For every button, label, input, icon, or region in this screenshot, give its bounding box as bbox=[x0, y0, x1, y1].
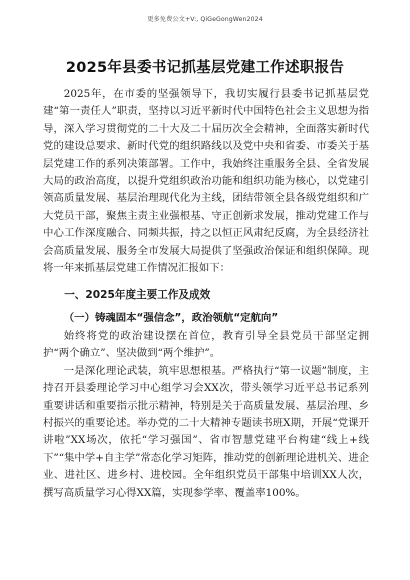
subsection-heading: （一）铸魂固本“强信念”，政治领航“定航向” bbox=[63, 312, 279, 325]
subsection-intro-paragraph: 始终将党的政治建设摆在首位，教育引导全县党员干部坚定拥护“两个确立”、坚决做到“两个维护”。 bbox=[43, 329, 369, 360]
document-body bbox=[43, 86, 369, 502]
header-note: 更多免费公文+V:, QiGeGongWen2024 bbox=[147, 16, 263, 23]
subsection-item-paragraph: 一是深化理论武装，筑牢思想根基。严格执行“第一议题”制度，主持召开县委理论学习中心组学习会XX次，带头领学习近平总书记系列重要讲话和重要指示批示精神，特别是关于高质量发展、基层治理、乡村振兴的重要论述。举办党的二十大精神专题读书班X期，开展“党课开讲啦”XX场次，依托“学习强国”、省市智慧党建平台构建“线上+线下”“集中学+自主学”常态化学习矩阵，推动党的创新理论进机关、进企业、进社区、进乡村、进校园。全年组织党员干部集中培训XX人次，撰写高质量学习心得XX篇，实现参学率、覆盖率100%。 bbox=[43, 364, 369, 499]
page-title: 2025年县委书记抓基层党建工作述职报告 bbox=[65, 60, 345, 76]
section-heading: 一、2025年度主要工作及成效 bbox=[64, 289, 211, 302]
intro-paragraph: 2025年，在市委的坚强领导下，我切实履行县委书记抓基层党建“第一责任人”职责，坚持以习近平新时代中国特色社会主义思想为指导，深入学习贯彻党的二十大及二十届历次全会精神，全面落实新时代党的建设总要求、新时代党的组织路线以及党中央和省委、市委关于基层党建工作的系列决策部署。工作中，我始终注重服务全县、全省发展大局的政治高度，以提升党组织政治功能和组织功能为核心，以党建引领高质量发展、基层治理现代化为主线，团结带领全县各级党组织和广大党员干部，聚焦主责主业强根基、守正创新求发展，推动党建工作与中心工作深度融合、同频共振，持之以恒正风肃纪反腐，为全县经济社会高质量发展、服务全市发展大局提供了坚强政治保证和组织保障。现将一年来抓基层党建工作情况汇报如下： bbox=[43, 88, 369, 275]
